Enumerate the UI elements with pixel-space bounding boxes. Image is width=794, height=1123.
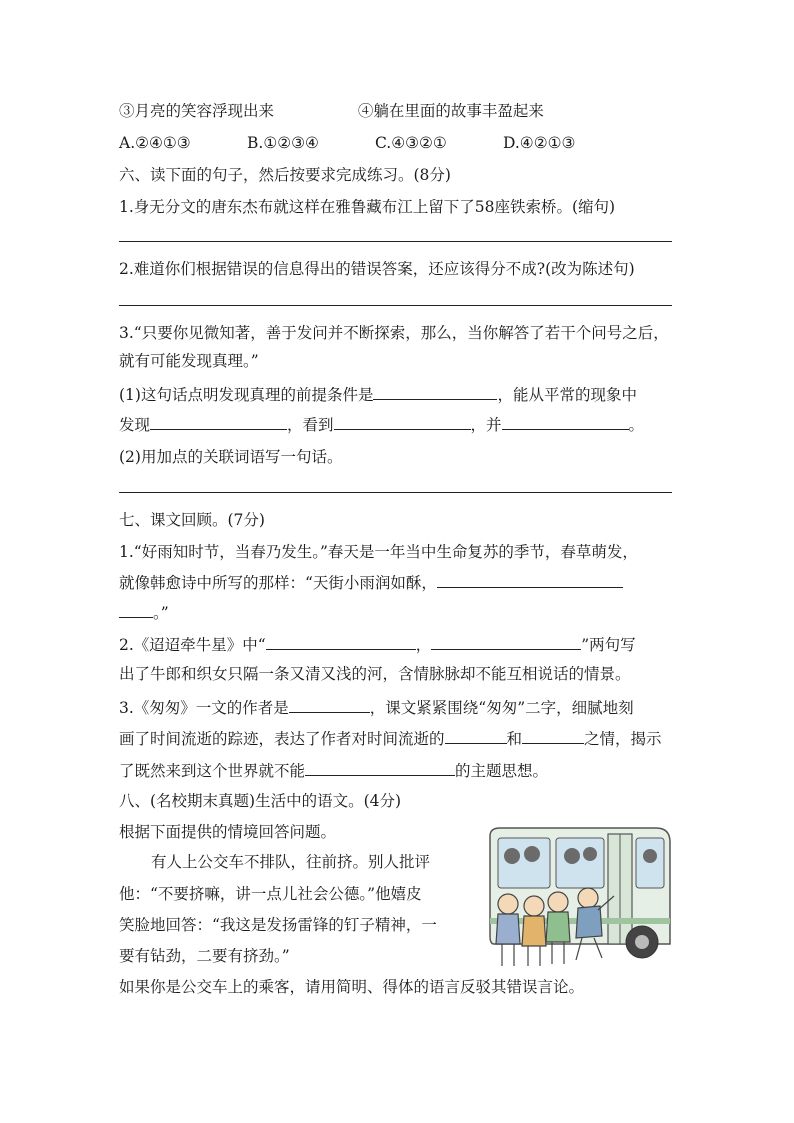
section6-q2: 2.难道你们根据错误的信息得出的错误答案，还应该得分不成?(改为陈述句)	[119, 260, 635, 278]
q3-text-c: 画了时间流逝的踪迹，表达了作者对时间流逝的	[119, 730, 445, 748]
q3-text-g: 的主题思想。	[455, 762, 549, 780]
q5-choices	[119, 132, 575, 154]
choice-b: B.①②③④	[247, 134, 319, 152]
q1-text: 就像韩愈诗中所写的那样：“天街小雨润如酥，	[119, 574, 437, 592]
section7-q3-line1	[119, 696, 634, 719]
blank-and[interactable]	[502, 413, 629, 430]
blank-verse-2[interactable]	[431, 633, 581, 650]
sub1-text-d: ，看到	[287, 416, 334, 434]
q2-text-a: 2.《迢迢牵牛星》中“	[119, 636, 266, 654]
q3-text-b: ，课文紧紧围绕“匆匆”二字，细腻地刻	[369, 699, 634, 717]
section7-q2-line2: 出了牛郎和织女只隔一条又清又浅的河，含情脉脉却不能互相说话的情景。	[119, 665, 631, 683]
sub1-text-b: ，能从平常的现象中	[497, 386, 637, 404]
choice-a: A.②④①③	[119, 134, 191, 152]
q3-text-e: 之情，揭示	[584, 730, 662, 748]
blank-feeling-2[interactable]	[522, 727, 584, 744]
q2-text-c: ”两句写	[581, 636, 636, 654]
blank-author[interactable]	[289, 696, 370, 713]
section7-q3-line2	[119, 727, 662, 750]
choice-d: D.④②①③	[503, 134, 576, 152]
blank-feeling-1[interactable]	[445, 727, 507, 744]
blank-theme[interactable]	[305, 759, 455, 776]
section6-q3-sub2: (2)用加点的关联词语写一句话。	[119, 448, 343, 466]
answer-line-q1[interactable]	[119, 241, 672, 242]
section7-q1-line1: 1.“好雨知时节，当春乃发生。”春天是一年当中生命复苏的季节，春草萌发，	[119, 543, 638, 561]
section6-title: 六、读下面的句子，然后按要求完成练习。(8分)	[119, 166, 451, 184]
choice-c: C.④③②①	[375, 134, 447, 152]
q3-text-a: 3.《匆匆》一文的作者是	[119, 699, 289, 717]
q3-text-f: 了既然来到这个世界就不能	[119, 762, 306, 780]
sub1-text-f: 。	[628, 416, 645, 434]
story-line-2: 他：“不要挤嘛，讲一点儿社会公德。”他嬉皮	[119, 885, 422, 903]
q5-item-3: ③月亮的笑容浮现出来	[119, 102, 275, 120]
sub1-text-a: (1)这句话点明发现真理的前提条件是	[119, 386, 374, 404]
q5-item-4: ④躺在里面的故事丰盈起来	[357, 102, 544, 120]
section7-q1-line2	[119, 571, 623, 594]
sub1-text-e: ，并	[470, 416, 502, 434]
story-line-4: 要有钻劲，二要有挤劲。”	[119, 947, 290, 965]
section6-q3-line2: 就有可能发现真理。”	[119, 352, 259, 370]
section6-q3-sub1-line1	[119, 383, 637, 406]
story-line-1: 有人上公交车不排队，往前挤。别人批评	[151, 853, 431, 871]
blank-discover[interactable]	[150, 413, 287, 430]
blank-poem-line[interactable]	[437, 571, 623, 588]
section8-question: 如果你是公交车上的乘客，请用简明、得体的语言反驳其错误言论。	[119, 978, 585, 996]
section6-q3-sub1-line2	[119, 413, 644, 436]
story-line-3: 笑脸地回答：“我这是发扬雷锋的钉子精神，一	[119, 916, 437, 934]
bus-boarding-illustration-icon	[484, 826, 674, 974]
q1-end-text: 。”	[153, 604, 169, 622]
blank-see[interactable]	[334, 413, 471, 430]
blank-premise[interactable]	[373, 383, 497, 400]
q2-text-b: ，	[415, 636, 432, 654]
section7-q1-line3	[119, 601, 169, 624]
sub1-text-c: 发现	[119, 416, 151, 434]
q3-text-d: 和	[506, 730, 523, 748]
blank-verse-1[interactable]	[266, 633, 416, 650]
section8-intro: 根据下面提供的情境回答问题。	[119, 823, 337, 841]
q5-option-row	[119, 100, 544, 122]
section6-q1: 1.身无分文的唐东杰布就这样在雅鲁藏布江上留下了58座铁索桥。(缩句)	[119, 198, 616, 216]
section6-q3-line1: 3.“只要你见微知著，善于发问并不断探索，那么，当你解答了若干个问号之后，	[119, 324, 669, 342]
answer-line-q2[interactable]	[119, 305, 672, 306]
section7-title: 七、课文回顾。(7分)	[119, 511, 265, 529]
section7-q2-line1	[119, 633, 636, 656]
section7-q3-line3	[119, 759, 548, 782]
section8-title: 八、(名校期末真题)生活中的语文。(4分)	[119, 792, 402, 810]
blank-poem-end[interactable]	[119, 601, 153, 618]
answer-line-q3[interactable]	[119, 492, 672, 493]
